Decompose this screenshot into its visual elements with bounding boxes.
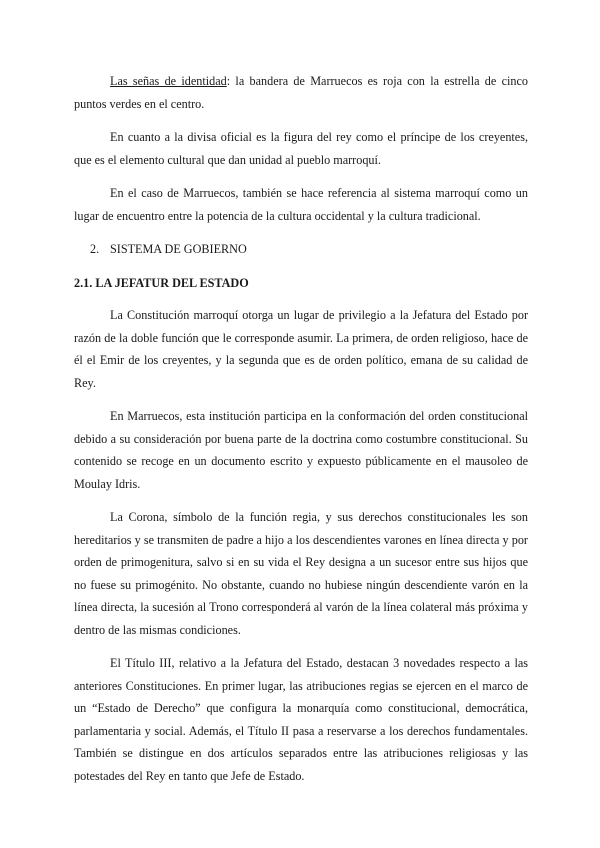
paragraph-meeting-place: En el caso de Marruecos, también se hace referencia al sistema marroquí como un lugar de encuentro entre la potencia de la cultura occidental y la cultura tradicional. <box>74 186 528 223</box>
identity-label: Las señas de identidad <box>110 74 227 88</box>
paragraph-identity <box>74 70 528 115</box>
section-heading <box>74 238 528 261</box>
identity-text: : la bandera de Marruecos es roja con la estrella de cinco puntos verdes en el centro. <box>74 74 528 111</box>
paragraph-body: El Título III, relativo a la Jefatura del Estado, destacan 3 novedades respecto a las anteriores Constituciones. En primer lugar, las atribuciones regias se ejercen en el marco de un “Estado de Derecho” que configura la monarquía como constitucional, democrática, parlamentaria y social. Además, el Título II pasa a reservarse a los derechos fundamentales. También se distingue en dos artículos separados entre las atribuciones religiosas y las potestades del Rey en tanto que Jefe de Estado. <box>74 656 528 783</box>
section-title: SISTEMA DE GOBIERNO <box>110 242 247 256</box>
paragraph-currency: En cuanto a la divisa oficial es la figura del rey como el príncipe de los creyentes, que es el elemento cultural que dan unidad al pueblo marroquí. <box>74 130 528 167</box>
paragraph-body: La Constitución marroquí otorga un lugar de privilegio a la Jefatura del Estado por razón de la doble función que le corresponde asumir. La primera, de orden religioso, hace de él el Emir de los creyentes, y la segunda que es de orden político, emana de su calidad de Rey. <box>74 308 528 390</box>
subsection-heading: 2.1. LA JEFATUR DEL ESTADO <box>74 275 249 290</box>
paragraph-body: En Marruecos, esta institución participa en la conformación del orden constitucional debido a su consideración por buena parte de la doctrina como costumbre constitucional. Su contenido se recoge en un documento escrito y expuesto públicamente en el mausoleo de Moulay Idris. <box>74 409 528 491</box>
document-page <box>74 70 528 798</box>
section-number: 2. <box>90 242 100 256</box>
paragraph-body: La Corona, símbolo de la función regia, y sus derechos constitucionales les son hereditarios y se transmiten de padre a hijo a los descendientes varones en línea directa y por orden de primogenitura, salvo si en su vida el Rey designa a un sucesor entre sus hijos que no fuese su primogénito. No obstante, cuando no hubiese ningún descendiente varón en la línea directa, la sucesión al Trono corresponderá al varón de la línea colateral más próxima y dentro de las mismas condiciones. <box>74 510 528 637</box>
